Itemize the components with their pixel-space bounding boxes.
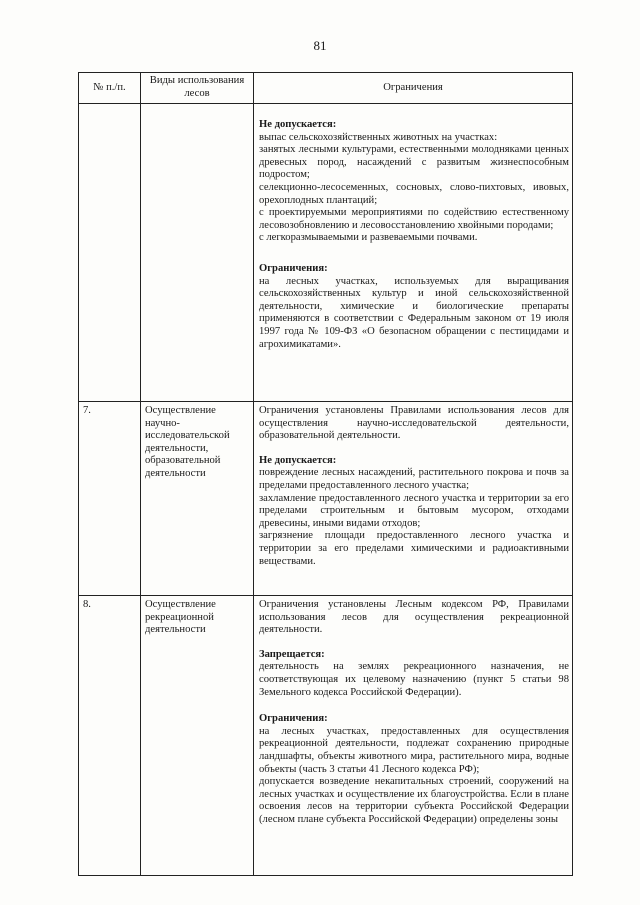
row-restrictions	[254, 596, 573, 876]
table-row	[79, 402, 573, 596]
text-line: повреждение лесных насаждений, растительного покрова и почв за пределами предоставленного лесного участка;	[259, 467, 569, 491]
text-line: выпас сельскохозяйственных животных на участках:	[259, 131, 498, 143]
row-number: 8.	[79, 596, 141, 876]
header-restrictions: Ограничения	[254, 73, 573, 104]
text-line: допускается возведение некапитальных строений, сооружений на лесных участках и осуществление их благоустройства. Если в плане освоения лесов на территории субъекта Российской Федерации (лесном плане субъекта Российской Федерации) определены зоны	[259, 776, 569, 825]
block-heading: Не допускается:	[259, 454, 337, 466]
text-line: на лесных участках, используемых для выращивания сельскохозяйственных культур и иной сельскохозяйственной деятельности, химические и биологические препараты применяются в соответствии с Федеральным законом от 19 июля 1997 года № 109-ФЗ «О безопасном обращении с пестицидами и агрохимикатами».	[259, 275, 569, 350]
row-restrictions	[254, 402, 573, 596]
row-kind	[141, 104, 254, 402]
row-number: 7.	[79, 402, 141, 596]
text-line: Ограничения установлены Правилами использования лесов для осуществления научно-исследовательской деятельности, образовательной деятельности.	[259, 405, 569, 442]
text-line: занятых лесными культурами, естественными молодняками ценных древесных пород, насаждений с развитым жизнеспособным подростом;	[259, 144, 569, 181]
text-line: с проектируемыми мероприятиями по содействию естественному лесовозобновлению и лесовосстановлению хвойными породами;	[259, 207, 569, 231]
table-row	[79, 596, 573, 876]
row-number	[79, 104, 141, 402]
block-heading: Ограничения:	[259, 713, 328, 725]
block-heading: Ограничения:	[259, 262, 328, 274]
page-number: 81	[313, 38, 327, 53]
row-restrictions	[254, 104, 573, 402]
text-line: Ограничения установлены Лесным кодексом РФ, Правилами использования лесов для осуществления рекреационной деятельности.	[259, 599, 569, 636]
header-number: № п./п.	[79, 73, 141, 104]
block-heading: Не допускается:	[259, 119, 337, 130]
text-line: с легкоразмываемыми и развеваемыми почвами.	[259, 232, 478, 244]
row-kind: Осуществление научно-исследовательской деятельности, образовательной деятельности	[141, 402, 254, 596]
text-line: селекционно-лесосеменных, сосновых, слово-пихтовых, ивовых, орехоплодных плантаций;	[259, 181, 569, 206]
table-header-row	[79, 73, 573, 104]
header-kind: Виды использования лесов	[141, 73, 254, 104]
text-line: деятельность на землях рекреационного назначения, не соответствующая их целевому назначению (пункт 5 статьи 98 Земельного кодекса Российской Федерации).	[259, 661, 569, 698]
text-line: захламление предоставленного лесного участка и территории за его пределами строительным и бытовым мусором, отходами древесины, иными видами отходов;	[259, 492, 569, 529]
restrictions-table	[78, 72, 573, 876]
text-line: загрязнение площади предоставленного лесного участка и территории за его пределами химическими и радиоактивными веществами.	[259, 530, 569, 567]
table-row	[79, 104, 573, 402]
text-line: на лесных участках, предоставленных для осуществления рекреационной деятельности, подлежат сохранению природные ландшафты, объекты животного мира, растительного мира, водные объекты (часть 3 статьи 41 Лесного кодекса РФ);	[259, 725, 569, 775]
block-heading: Запрещается:	[259, 648, 325, 660]
row-kind: Осуществление рекреационной деятельности	[141, 596, 254, 876]
